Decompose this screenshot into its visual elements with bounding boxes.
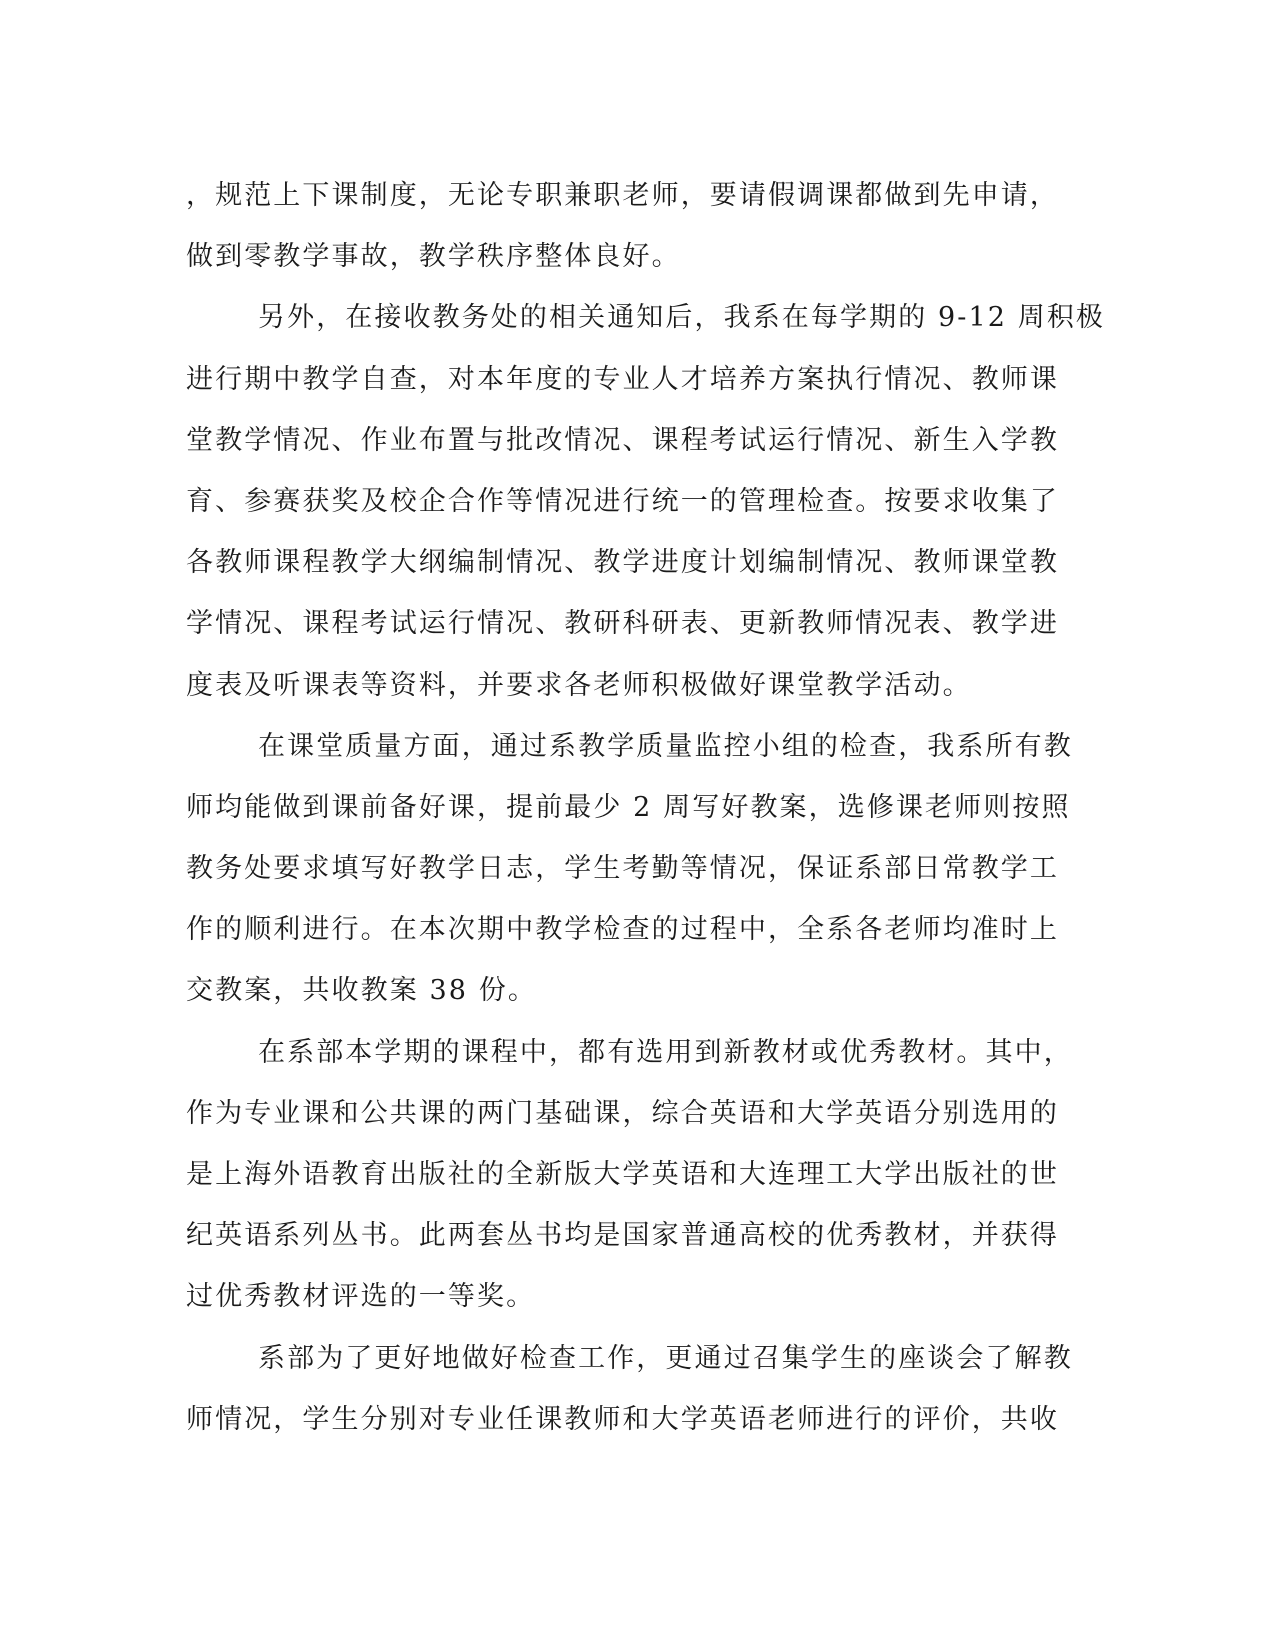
text-line: 育、参赛获奖及校企合作等情况进行统一的管理检查。按要求收集了 (186, 485, 1059, 517)
paragraph-start-line: 在系部本学期的课程中，都有选用到新教材或优秀教材。其中， (258, 1036, 1073, 1068)
text-line: 作的顺利进行。在本次期中教学检查的过程中，全系各老师均准时上 (186, 914, 1059, 946)
text-line: 学情况、课程考试运行情况、教研科研表、更新教师情况表、教学进 (186, 608, 1059, 640)
text-line: 作为专业课和公共课的两门基础课，综合英语和大学英语分别选用的 (186, 1097, 1059, 1129)
body-text (186, 165, 1106, 1450)
text-line: 度表及听课表等资料，并要求各老师积极做好课堂教学活动。 (186, 669, 972, 701)
text-line: 交教案，共收教案 38 份。 (186, 975, 537, 1007)
text-line: 做到零教学事故，教学秩序整体良好。 (186, 241, 681, 273)
text-line: 进行期中教学自查，对本年度的专业人才培养方案执行情况、教师课 (186, 363, 1059, 395)
text-line: 师情况，学生分别对专业任课教师和大学英语老师进行的评价，共收 (186, 1403, 1059, 1435)
text-line: 纪英语系列丛书。此两套丛书均是国家普通高校的优秀教材，并获得 (186, 1220, 1059, 1252)
paragraph-start-line: 在课堂质量方面，通过系教学质量监控小组的检查，我系所有教 (258, 730, 1073, 762)
paragraph-start-line: 另外，在接收教务处的相关通知后，我系在每学期的 9-12 周积极 (258, 302, 1106, 334)
text-line-continuation: ，规范上下课制度，无论专职兼职老师，要请假调课都做到先申请， (186, 180, 1059, 211)
text-line: 过优秀教材评选的一等奖。 (186, 1281, 536, 1313)
text-line: 师均能做到课前备好课，提前最少 2 周写好教案，选修课老师则按照 (186, 791, 1071, 823)
text-line: 是上海外语教育出版社的全新版大学英语和大连理工大学出版社的世 (186, 1159, 1059, 1190)
text-line: 教务处要求填写好教学日志，学生考勤等情况，保证系部日常教学工 (186, 853, 1059, 885)
paragraph-start-line: 系部为了更好地做好检查工作，更通过召集学生的座谈会了解教 (258, 1342, 1073, 1374)
text-line: 堂教学情况、作业布置与批改情况、课程考试运行情况、新生入学教 (186, 424, 1059, 456)
text-line: 各教师课程教学大纲编制情况、教学进度计划编制情况、教师课堂教 (186, 547, 1059, 579)
